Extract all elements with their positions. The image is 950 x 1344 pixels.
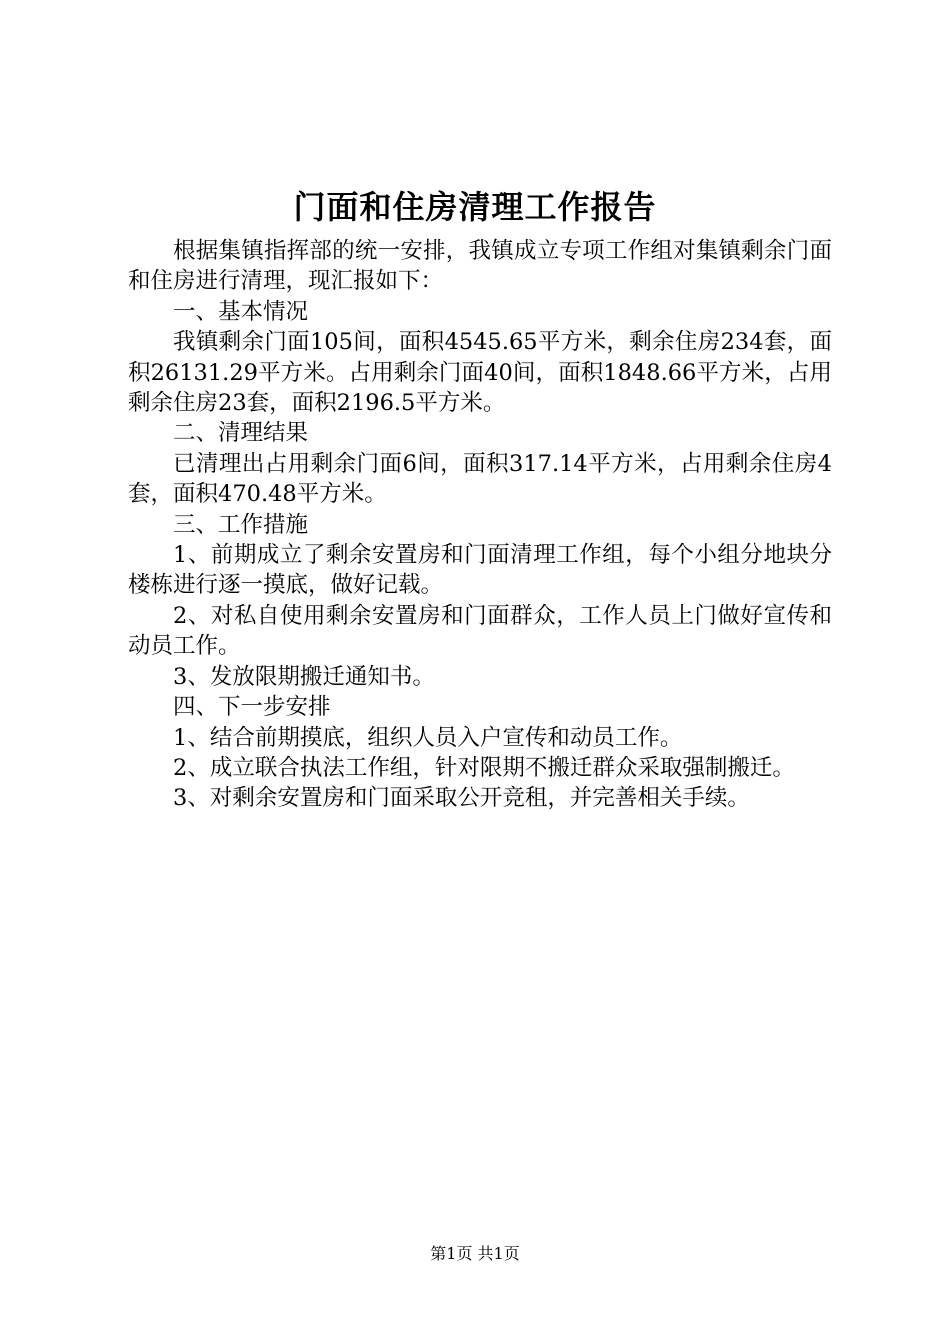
work-measure-item-2: 2、对私自使用剩余安置房和门面群众，工作人员上门做好宣传和动员工作。 xyxy=(128,602,832,660)
intro-paragraph: 根据集镇指挥部的统一安排，我镇成立专项工作组对集镇剩余门面和住房进行清理，现汇报如下： xyxy=(128,238,832,295)
section-heading-next-steps: 四、下一步安排 xyxy=(173,694,331,721)
section-heading-basic-situation: 一、基本情况 xyxy=(173,298,309,325)
work-measure-item-1: 1、前期成立了剩余安置房和门面清理工作组，每个小组分地块分楼栋进行逐一摸底，做好记载。 xyxy=(128,542,832,599)
next-step-item-1: 1、结合前期摸底，组织人员入户宣传和动员工作。 xyxy=(173,724,683,751)
section-heading-cleanup-results: 二、清理结果 xyxy=(173,420,309,447)
page-number-footer: 第1页 共1页 xyxy=(430,1244,520,1263)
cleanup-results-paragraph: 已清理出占用剩余门面6间，面积317.14平方米，占用剩余住房4套，面积470.48平方米。 xyxy=(128,450,832,508)
next-step-item-3: 3、对剩余安置房和门面采取公开竞租，并完善相关手续。 xyxy=(173,785,750,812)
document-title: 门面和住房清理工作报告 xyxy=(293,188,657,226)
section-heading-work-measures: 三、工作措施 xyxy=(173,511,309,538)
next-step-item-2: 2、成立联合执法工作组，针对限期不搬迁群众采取强制搬迁。 xyxy=(173,754,795,781)
work-measure-item-3: 3、发放限期搬迁通知书。 xyxy=(173,663,435,690)
basic-situation-paragraph: 我镇剩余门面105间，面积4545.65平方米，剩余住房234套，面积26131.29平方米。占用剩余门面40间，面积1848.66平方米，占用剩余住房23套，面积2196.5平方米。 xyxy=(128,329,832,417)
document-body xyxy=(128,236,832,814)
